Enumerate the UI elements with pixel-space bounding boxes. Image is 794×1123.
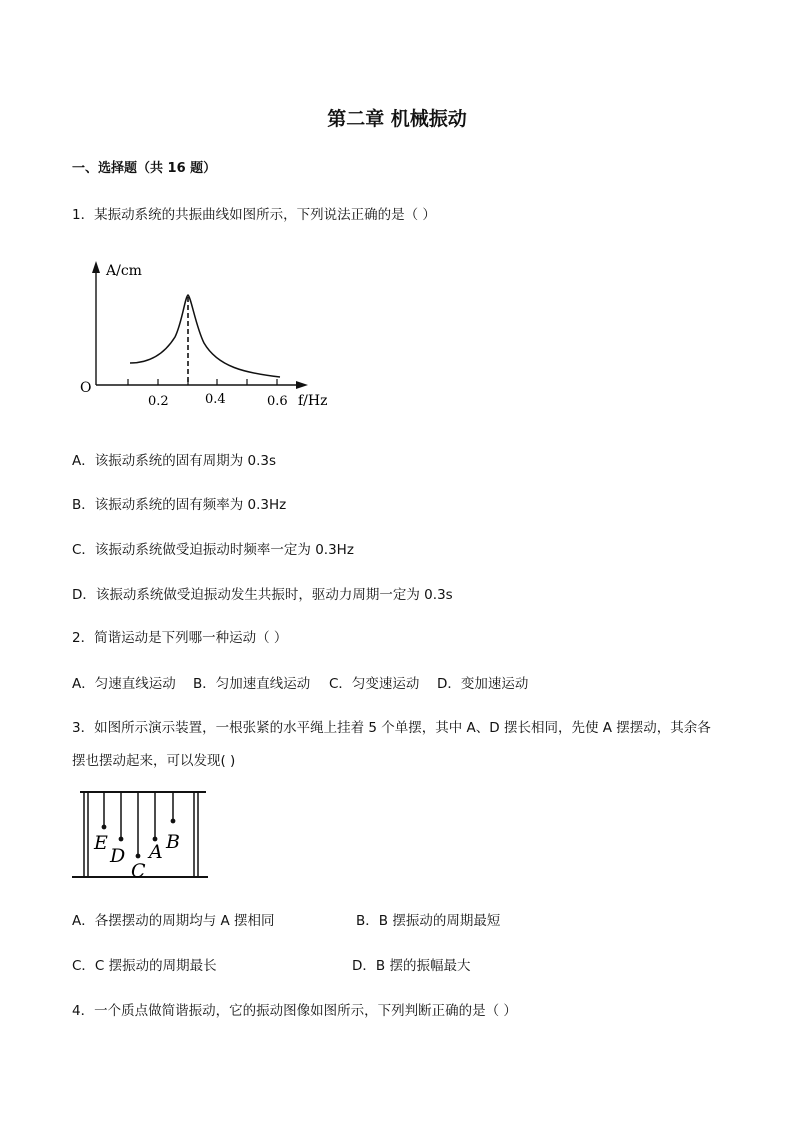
resonance-curve xyxy=(130,295,280,377)
q1-option-d: D．该振动系统做受迫振动发生共振时，驱动力周期一定为 0.3s xyxy=(72,587,453,603)
pendulum-c-bob xyxy=(136,854,141,859)
q3-option-d: D．B 摆的振幅最大 xyxy=(352,958,471,974)
origin-label: O xyxy=(80,380,92,396)
question-1-stem: 1．某振动系统的共振曲线如图所示，下列说法正确的是（ ） xyxy=(72,207,436,223)
x-axis-arrow xyxy=(296,381,308,389)
pendulum-label-a: A xyxy=(149,841,163,863)
y-axis-arrow xyxy=(92,261,100,273)
pendulum-label-c: C xyxy=(131,860,146,880)
x-axis-label: f/Hz xyxy=(298,393,328,409)
section-heading: 一、选择题（共 16 题） xyxy=(72,161,217,176)
q1-option-c: C．该振动系统做受迫振动时频率一定为 0.3Hz xyxy=(72,542,354,558)
page-title: 第二章 机械振动 xyxy=(327,108,467,130)
question-3-stem-line1: 3．如图所示演示装置，一根张紧的水平绳上挂着 5 个单摆，其中 A、D 摆长相同，先使 A 摆摆动，其余各 xyxy=(72,720,711,736)
q1-option-b: B．该振动系统的固有频率为 0.3Hz xyxy=(72,497,287,513)
tick-label-0.2: 0.2 xyxy=(148,394,169,409)
pendulum-label-b: B xyxy=(166,831,180,853)
q2-option-a: A．匀速直线运动 xyxy=(72,676,176,692)
question-4-stem: 4．一个质点做简谐振动，它的振动图像如图所示，下列判断正确的是（ ） xyxy=(72,1003,517,1019)
pendulum-e-bob xyxy=(102,825,107,830)
pendulum-label-d: D xyxy=(110,845,126,867)
q2-option-d: D．变加速运动 xyxy=(437,676,529,692)
pendulum-apparatus-figure xyxy=(70,788,210,880)
tick-label-0.6: 0.6 xyxy=(267,394,288,409)
q3-option-b: B．B 摆振动的周期最短 xyxy=(356,913,501,929)
tick-label-0.4: 0.4 xyxy=(205,392,226,407)
q2-option-b: B．匀加速直线运动 xyxy=(193,676,311,692)
question-3-stem-line2: 摆也摆动起来，可以发现( ) xyxy=(72,753,236,769)
resonance-curve-figure xyxy=(70,255,345,415)
q3-option-c: C．C 摆振动的周期最长 xyxy=(72,958,217,974)
q3-option-a: A．各摆摆动的周期均与 A 摆相同 xyxy=(72,913,275,929)
question-2-stem: 2．简谐运动是下列哪一种运动（ ） xyxy=(72,630,288,646)
q1-option-a: A．该振动系统的固有周期为 0.3s xyxy=(72,453,277,469)
pendulum-label-e: E xyxy=(94,832,108,854)
pendulum-b-bob xyxy=(171,819,176,824)
q2-option-c: C．匀变速运动 xyxy=(329,676,420,692)
y-axis-label: A/cm xyxy=(106,263,142,279)
pendulum-d-bob xyxy=(119,837,124,842)
